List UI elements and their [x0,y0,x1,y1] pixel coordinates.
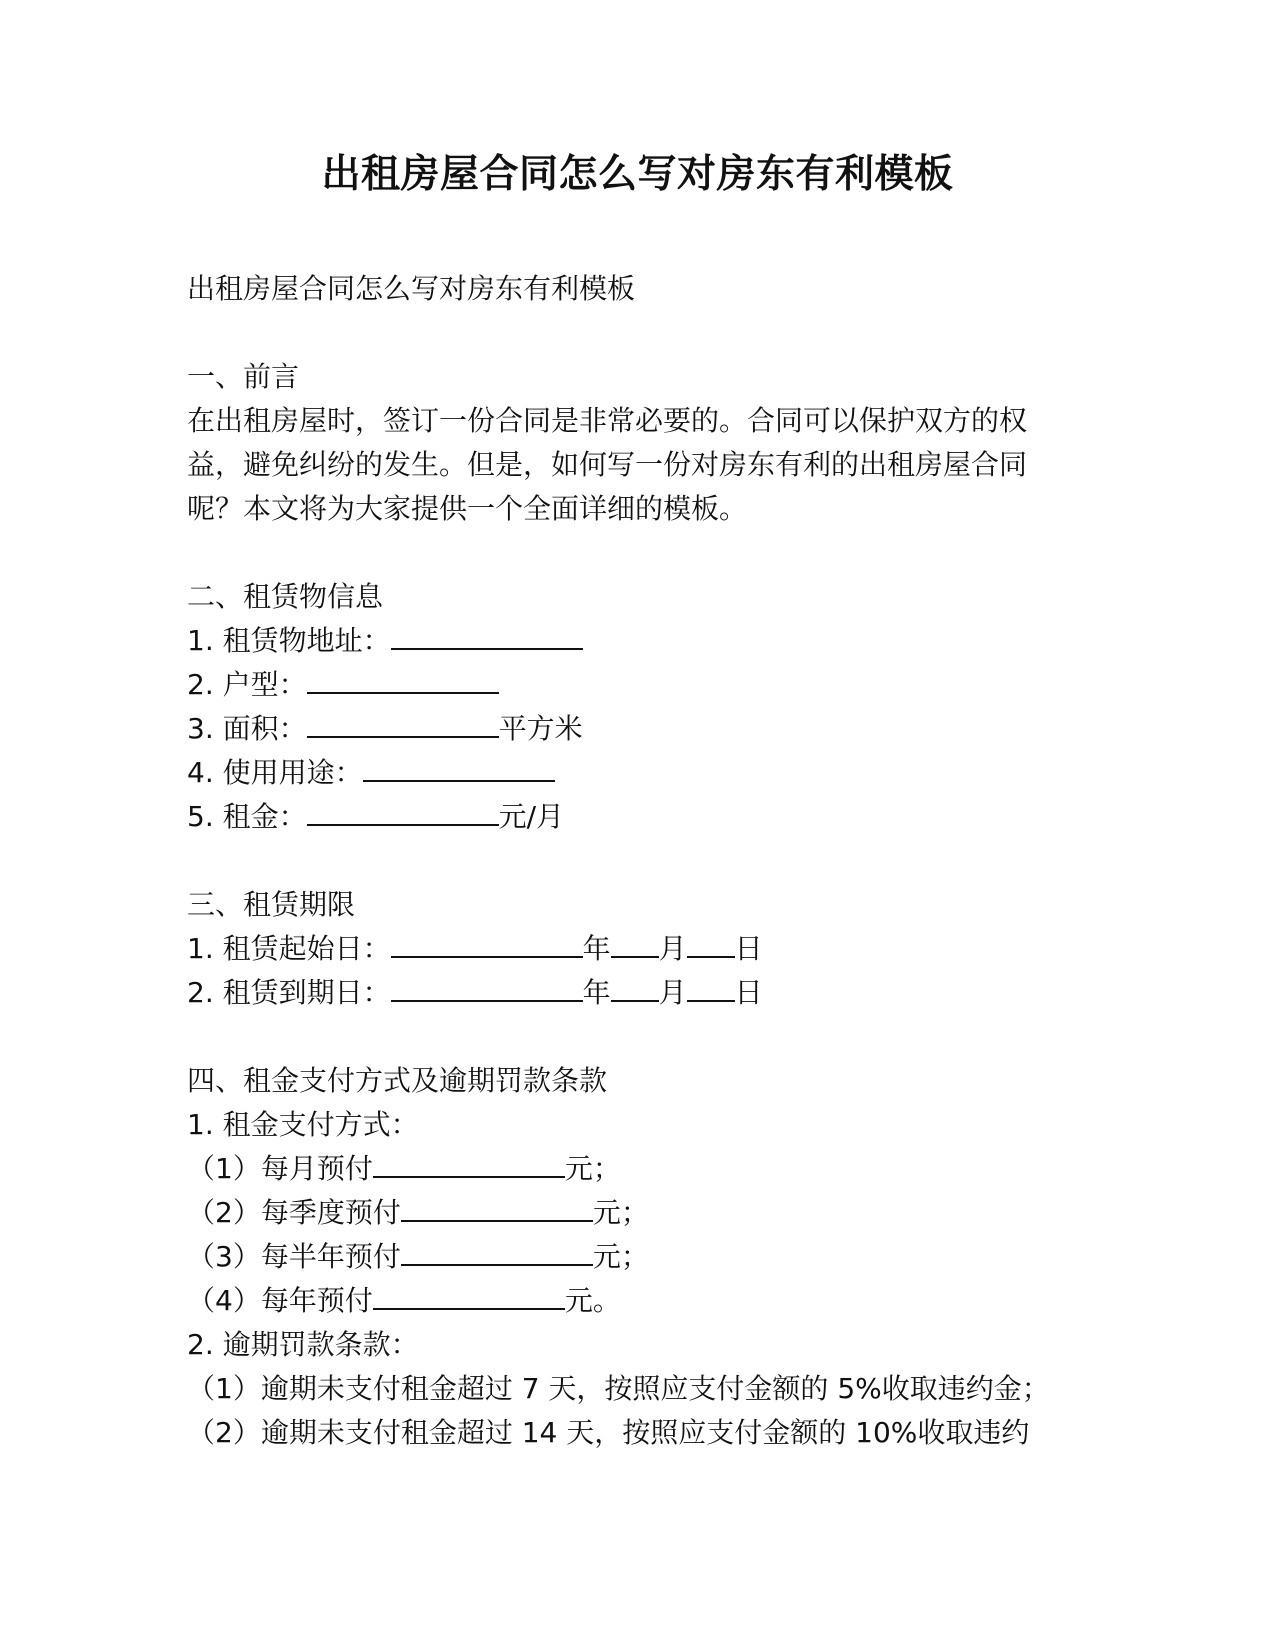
field-label: 1. 租赁物地址： [187,624,391,657]
payment-option-yearly [187,1279,1067,1323]
field-label: 2. 户型： [187,668,307,701]
unit-label: 元/月 [498,800,565,833]
payment-option-quarterly [187,1191,1067,1235]
spacer [187,1015,1067,1059]
fill-blank [307,796,499,826]
option-label: （1）每月预付 [187,1152,373,1185]
section-heading-preface: 一、前言 [187,360,300,393]
spacer [187,311,1067,355]
unit-label: 平方米 [498,712,583,745]
year-label: 年 [582,932,611,965]
fill-blank [391,928,583,958]
section-heading-lease-term: 三、租赁期限 [187,888,356,921]
document-title: 出租房屋合同怎么写对房东有利模板 [321,152,954,197]
fill-blank [307,708,499,738]
fill-blank [687,928,735,958]
field-usage [187,751,1067,795]
field-address [187,619,1067,663]
section-heading-lease-object: 二、租赁物信息 [187,580,384,613]
payment-option-monthly [187,1147,1067,1191]
document-subtitle: 出租房屋合同怎么写对房东有利模板 [187,272,636,305]
fill-blank [307,664,499,694]
field-start-date [187,927,1067,971]
field-label: 3. 面积： [187,712,307,745]
day-label: 日 [734,932,763,965]
unit-label: 元； [592,1196,649,1229]
field-label: 1. 租赁起始日： [187,932,391,965]
document-body [187,267,1067,1455]
month-label: 月 [658,976,687,1009]
fill-blank [373,1148,565,1178]
fill-blank [391,620,583,650]
unit-label: 元； [592,1240,649,1273]
fill-blank [391,972,583,1002]
penalty-clause-2: （2）逾期未支付租金超过 14 天，按照应支付金额的 10%收取违约 [187,1416,1030,1449]
option-label: （3）每半年预付 [187,1240,401,1273]
field-label: 5. 租金： [187,800,307,833]
preface-paragraph: 在出租房屋时，签订一份合同是非常必要的。合同可以保护双方的权益，避免纠纷的发生。但是，如何写一份对房东有利的出租房屋合同呢？本文将为大家提供一个全面详细的模板。 [187,404,1028,525]
fill-blank [611,972,659,1002]
penalty-clause-1: （1）逾期未支付租金超过 7 天，按照应支付金额的 5%收取违约金； [187,1372,1050,1405]
month-label: 月 [658,932,687,965]
unit-label: 元。 [564,1284,621,1317]
payment-method-heading: 1. 租金支付方式： [187,1108,419,1141]
fill-blank [401,1236,593,1266]
fill-blank [373,1280,565,1310]
fill-blank [687,972,735,1002]
year-label: 年 [582,976,611,1009]
field-layout [187,663,1067,707]
field-end-date [187,971,1067,1015]
field-label: 4. 使用用途： [187,756,363,789]
section-heading-payment: 四、租金支付方式及逾期罚款条款 [187,1064,608,1097]
option-label: （4）每年预付 [187,1284,373,1317]
day-label: 日 [734,976,763,1009]
field-area [187,707,1067,751]
spacer [187,839,1067,883]
payment-option-half-year [187,1235,1067,1279]
unit-label: 元； [564,1152,621,1185]
fill-blank [363,752,555,782]
field-label: 2. 租赁到期日： [187,976,391,1009]
field-rent [187,795,1067,839]
fill-blank [611,928,659,958]
option-label: （2）每季度预付 [187,1196,401,1229]
spacer [187,531,1067,575]
fill-blank [401,1192,593,1222]
penalty-heading: 2. 逾期罚款条款： [187,1328,419,1361]
